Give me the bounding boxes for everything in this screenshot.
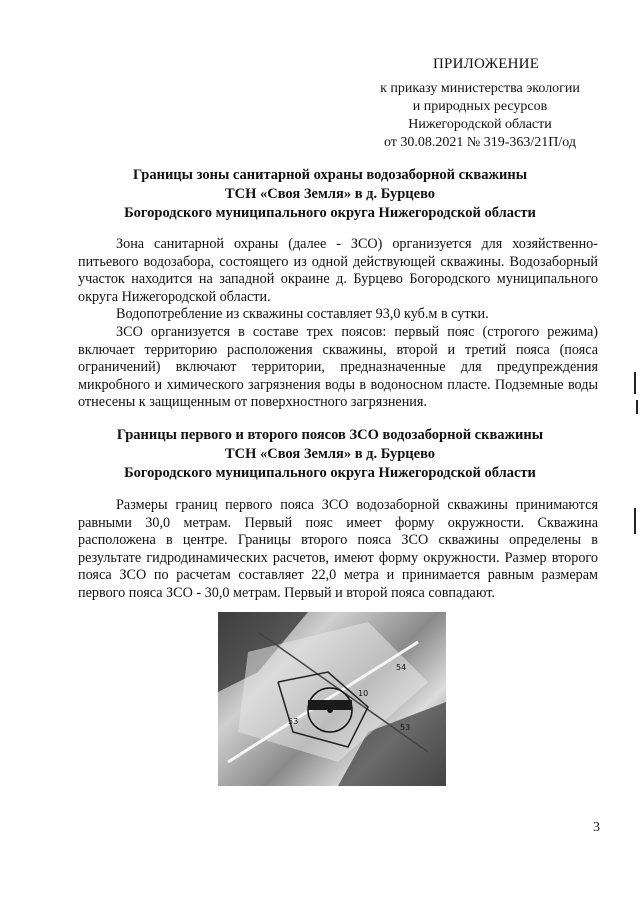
- section2-heading: [60, 426, 600, 483]
- appendix-title: ПРИЛОЖЕНИЕ: [433, 56, 540, 72]
- map-label: 54: [396, 663, 407, 672]
- scan-edge-mark: [634, 372, 636, 394]
- order-line: и природных ресурсов: [412, 99, 548, 114]
- paragraph: Водопотребление из скважины составляет 93,0 куб.м в сутки.: [116, 306, 489, 323]
- section1-heading: [60, 166, 600, 223]
- section2-body: [78, 497, 598, 603]
- heading-line: ТСН «Своя Земля» в д. Бурцево: [224, 186, 436, 202]
- map-label: 10: [358, 689, 369, 698]
- paragraph: Размеры границ первого пояса ЗСО водозаборной скважины принимаются равными 30,0 метрам. Первый пояс имеет форму окружности. Скважина расположена в центре. Границы второго пояса ЗСО скважины определены в результате гидродинамических расчетов, имеют форму окружности. Размер второго пояса ЗСО по расчетам составляет 22,0 метра и принимается равным размерам первого пояса ЗСО - 30,0 метрам. Первый и второй пояса совпадают.: [78, 497, 598, 601]
- heading-line: ТСН «Своя Земля» в д. Бурцево: [224, 446, 436, 462]
- scan-edge-mark: [634, 508, 636, 534]
- paragraph: Зона санитарной охраны (далее - ЗСО) организуется для хозяйственно-питьевого водозабора, состоящего из одной действующей скважины. Водозаборный участок находится на западной окраине д. Бурцево Богородского муниципального округа Нижегородской области.: [78, 236, 598, 305]
- order-line: от 30.08.2021 № 319-363/21П/од: [383, 135, 577, 150]
- map-label: 53: [288, 717, 299, 726]
- map-label: 53: [400, 723, 411, 732]
- heading-line: Границы зоны санитарной охраны водозаборной скважины: [132, 167, 528, 183]
- section1-body: [78, 236, 598, 412]
- heading-line: Богородского муниципального округа Нижегородской области: [124, 465, 536, 481]
- paragraph: ЗСО организуется в составе трех поясов: первый пояс (строгого режима) включает территорию расположения скважины, второй и третий пояса (пояса ограничений) включают территории, предназначенные для предупреждения микробного и химического загрязнения воды в водоносном пласте. Подземные воды отнесены к защищенным от поверхностного загрязнения.: [78, 323, 598, 411]
- heading-line: Границы первого и второго поясов ЗСО водозаборной скважины: [116, 427, 544, 443]
- heading-line: Богородского муниципального округа Нижегородской области: [124, 205, 536, 221]
- order-line: Нижегородской области: [408, 117, 552, 132]
- scan-edge-mark: [636, 400, 638, 414]
- order-line: к приказу министерства экологии: [380, 81, 580, 96]
- aerial-map-image: [218, 612, 446, 786]
- map-drawing: [218, 612, 446, 786]
- page-number: 3: [593, 820, 600, 835]
- order-reference: [360, 80, 600, 152]
